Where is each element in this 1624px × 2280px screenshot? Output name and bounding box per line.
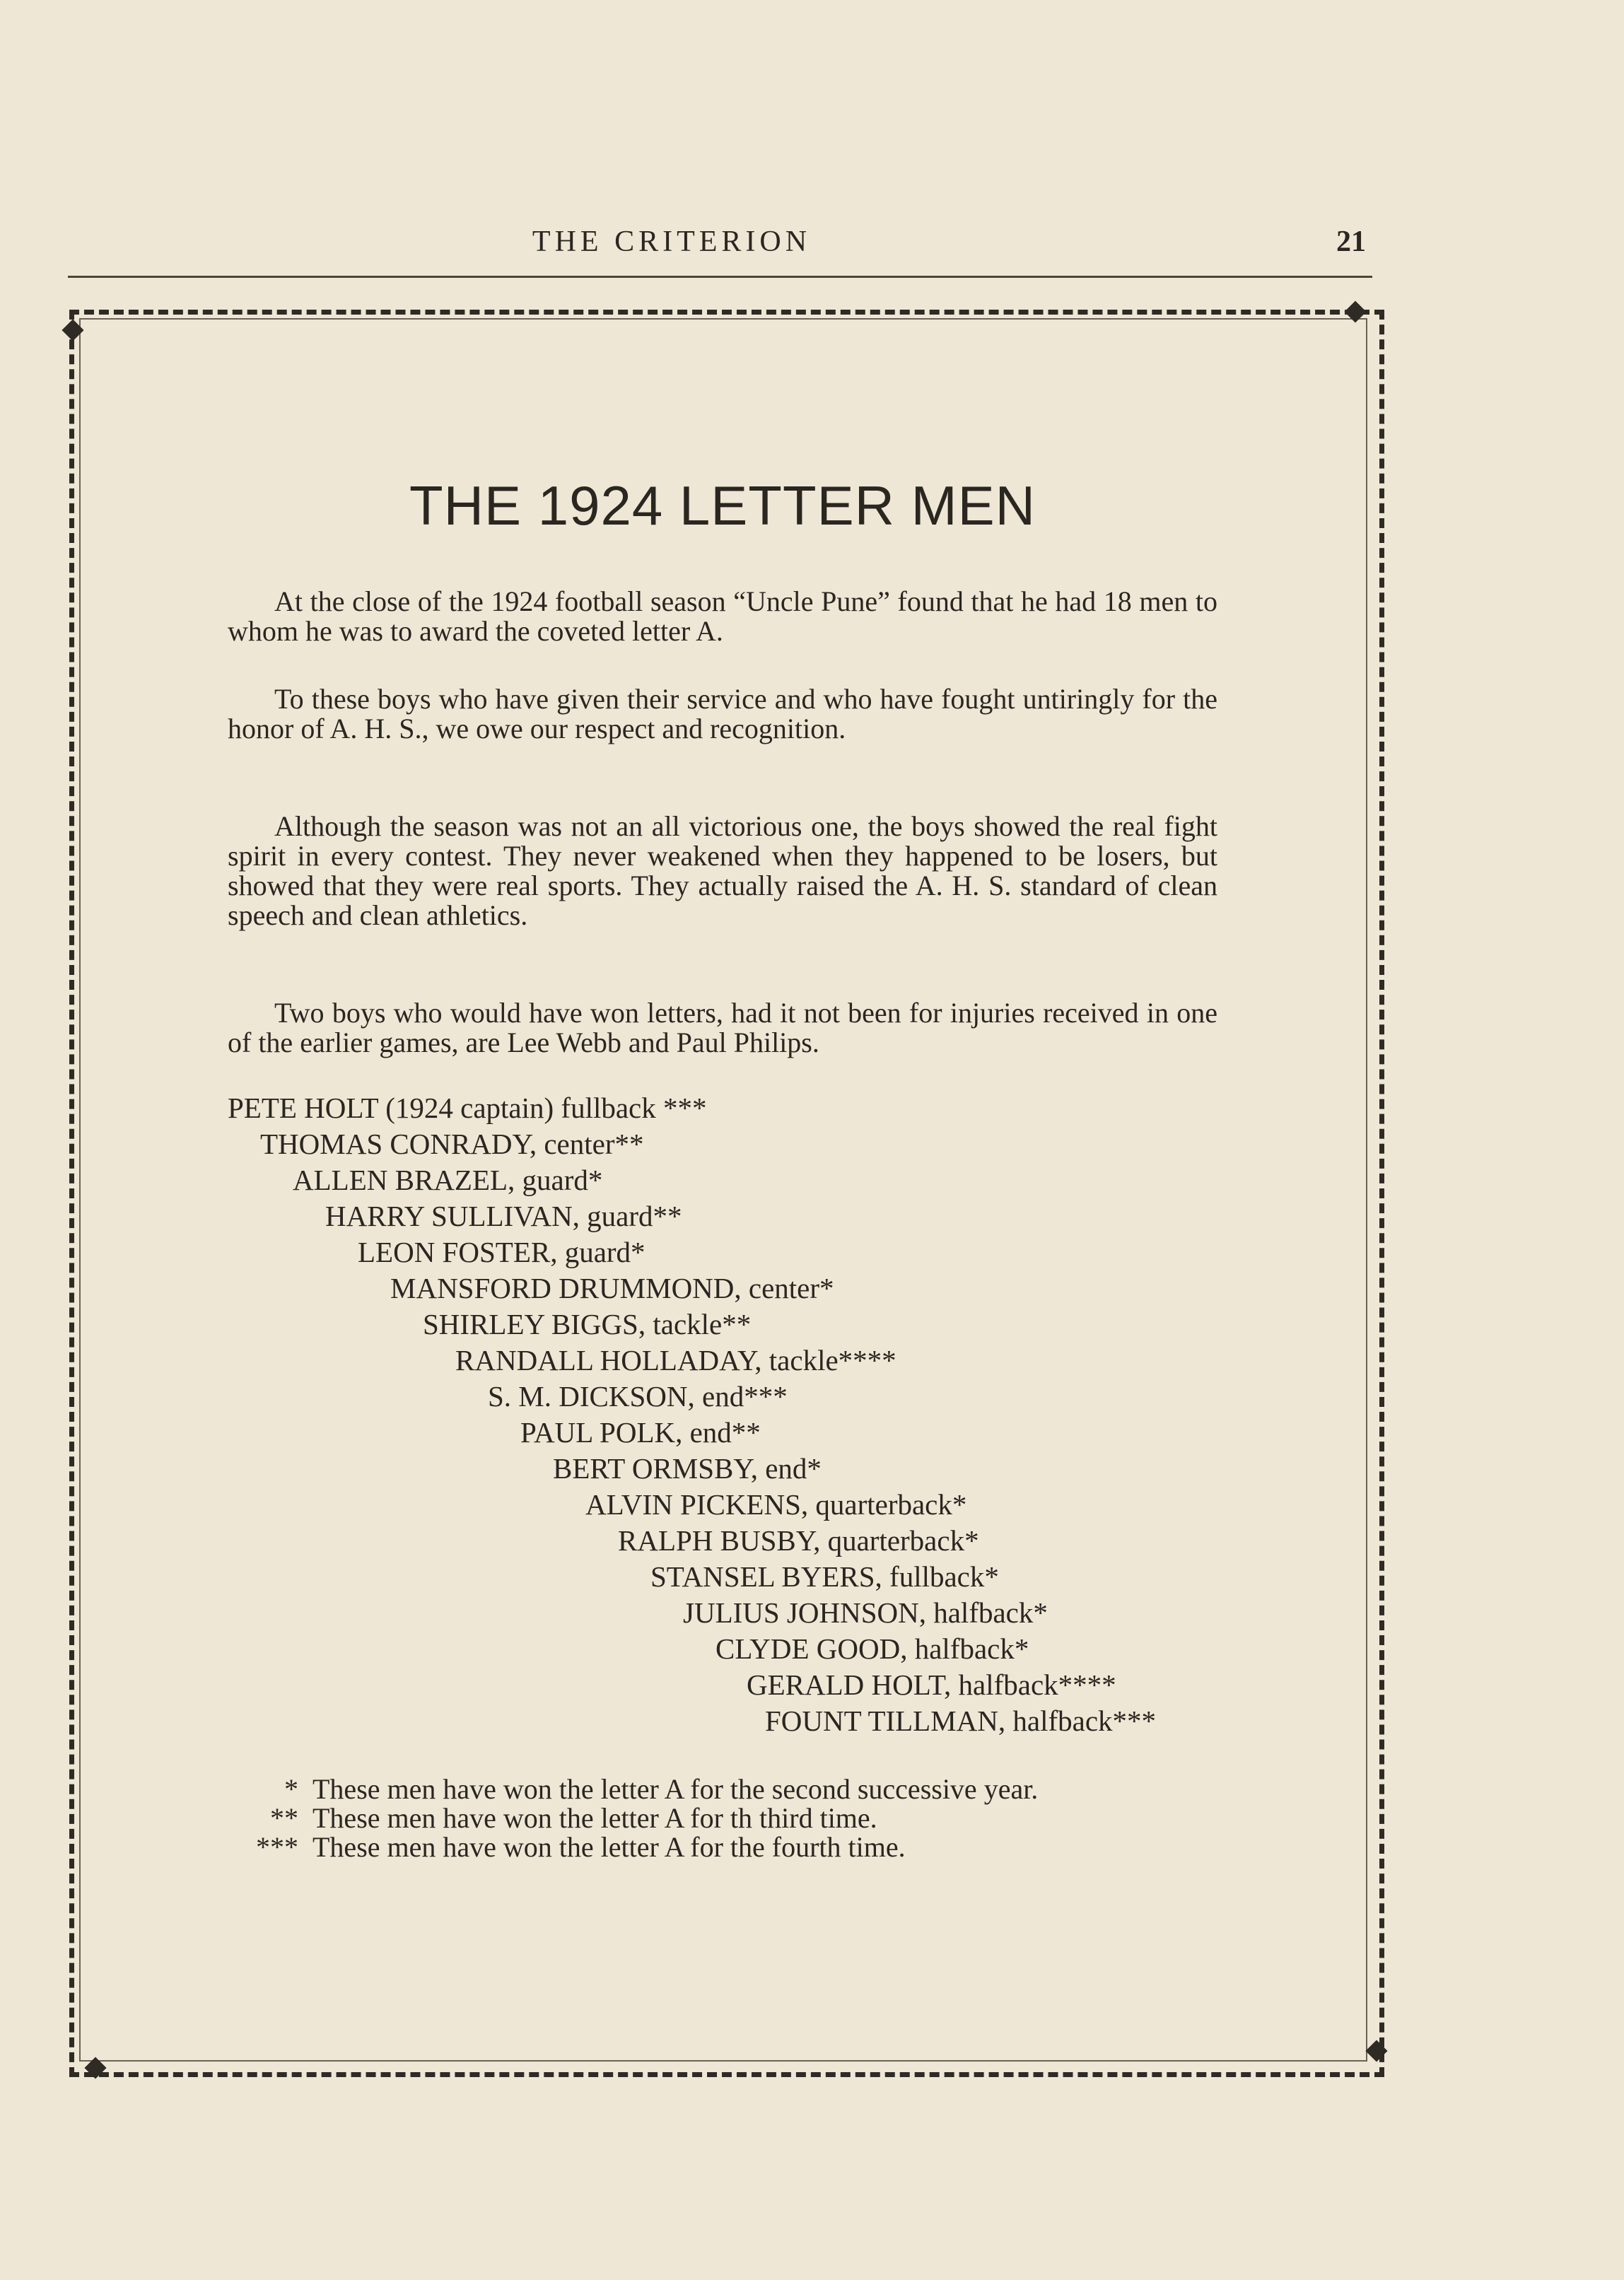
footnote [228, 1775, 1232, 1803]
roster-entry: RALPH BUSBY, quarterback* [618, 1524, 979, 1557]
footnote-mark: ** [270, 1802, 298, 1834]
roster-entry: LEON FOSTER, guard* [358, 1236, 645, 1268]
roster-entry: THOMAS CONRADY, center** [260, 1128, 644, 1160]
roster-entry: RANDALL HOLLADAY, tackle**** [455, 1344, 896, 1376]
roster-entry: ALLEN BRAZEL, guard* [293, 1164, 603, 1196]
roster-entry: HARRY SULLIVAN, guard** [325, 1200, 682, 1232]
roster-entry: ALVIN PICKENS, quarterback* [585, 1488, 967, 1521]
footnote [228, 1803, 1232, 1832]
article-title: THE 1924 LETTER MEN [409, 474, 1036, 537]
footnote-text: These men have won the letter A for the fourth time. [312, 1831, 906, 1863]
running-head [0, 225, 1624, 267]
roster-entry: MANSFORD DRUMMOND, center* [390, 1272, 834, 1304]
footnote-mark: * [284, 1773, 298, 1805]
roster-entry: JULIUS JOHNSON, halfback* [683, 1596, 1048, 1629]
letter-men-roster [228, 1090, 1232, 1739]
roster-entry: CLYDE GOOD, halfback* [715, 1632, 1029, 1665]
footnotes [228, 1775, 1232, 1861]
paragraph-2: To these boys who have given their service and who have fought untiringly for the honor of A. H. S., we owe our respect and recognition. [228, 683, 1217, 744]
roster-entry: BERT ORMSBY, end* [553, 1452, 822, 1485]
paragraph-4: Two boys who would have won letters, had it not been for injuries received in one of the earlier games, are Lee Webb and Paul Philips. [228, 997, 1217, 1058]
paragraph-1: At the close of the 1924 football season “Uncle Pune” found that he had 18 men to whom he was to award the coveted letter A. [228, 585, 1217, 647]
footnote-mark: *** [256, 1831, 298, 1863]
footnote-text: These men have won the letter A for the second successive year. [312, 1773, 1039, 1805]
header-rule [68, 276, 1372, 278]
roster-entry: PAUL POLK, end** [520, 1416, 761, 1449]
roster-entry: FOUNT TILLMAN, halfback*** [765, 1705, 1157, 1737]
footnote [228, 1832, 1232, 1861]
paragraph-3: Although the season was not an all victorious one, the boys showed the real fight spirit in every contest. They never weakened when they happened to be losers, but showed that they were real sports. They actually raised the A. H. S. standard of clean speech and clean athletics. [228, 810, 1217, 931]
roster-entry: SHIRLEY BIGGS, tackle** [423, 1308, 752, 1340]
roster-entry: STANSEL BYERS, fullback* [650, 1560, 999, 1593]
running-title: THE CRITERION [532, 226, 812, 258]
roster-entry: GERALD HOLT, halfback**** [747, 1668, 1116, 1701]
roster-entry: PETE HOLT (1924 captain) fullback *** [228, 1092, 707, 1124]
roster-entry: S. M. DICKSON, end*** [488, 1380, 788, 1413]
footnote-text: These men have won the letter A for th third time. [312, 1802, 877, 1834]
page-number: 21 [1336, 226, 1366, 258]
